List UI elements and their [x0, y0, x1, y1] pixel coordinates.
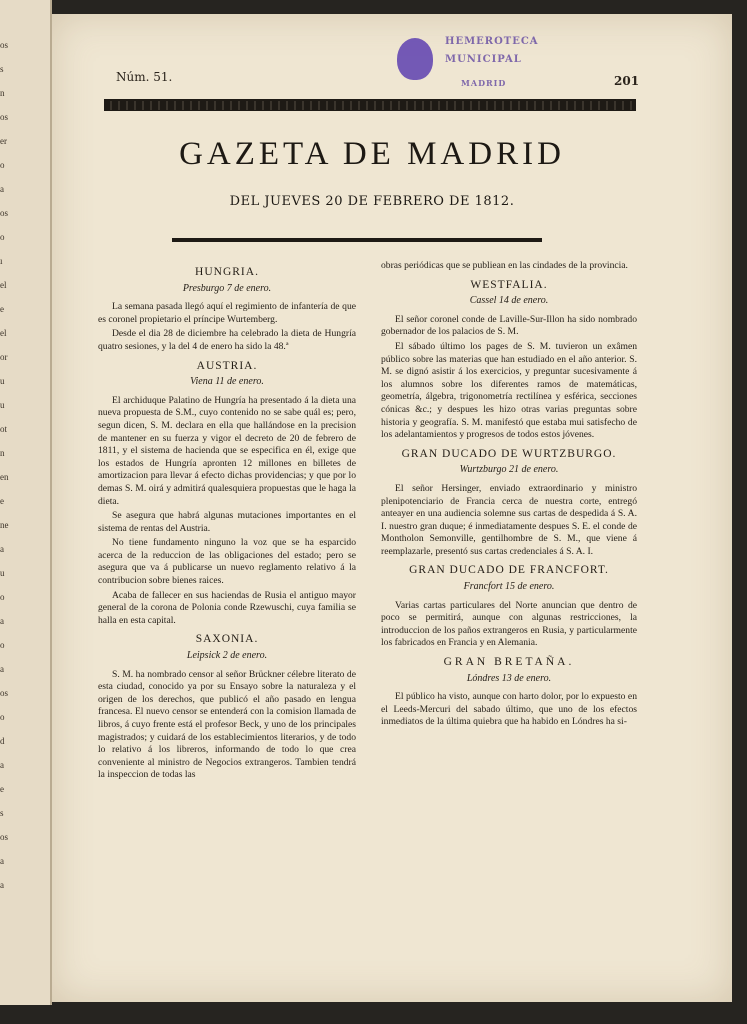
paragraph: Desde el dia 28 de diciembre ha celebrado la dieta de Hungría quatro sesiones, y la del 4 de enero ha sido la 48.ª [98, 328, 356, 352]
left-page-fragment: os [0, 832, 9, 842]
top-rule [104, 99, 636, 111]
dateline-place: Viena 11 de enero. [190, 376, 264, 388]
left-page-fragment: e [0, 304, 4, 314]
newspaper-page [52, 14, 732, 1002]
section-heading: GRAN DUCADO DE FRANCFORT. [409, 564, 609, 577]
left-page-fragment: ne [0, 520, 9, 530]
stamp-seal-icon [397, 38, 433, 80]
section-heading: GRAN DUCADO DE WURTZBURGO. [401, 447, 617, 460]
masthead-title: GAZETA DE MADRID [179, 136, 565, 172]
left-page-fragment: e [0, 496, 4, 506]
left-page-fragment: n [0, 88, 5, 98]
left-page-fragment: or [0, 352, 8, 362]
library-stamp [397, 24, 547, 94]
left-page-fragment: n [0, 448, 5, 458]
header-rule [172, 238, 542, 242]
left-page-fragment: u [0, 400, 5, 410]
dateline: DEL JUEVES 20 DE FEBRERO DE 1812. [229, 194, 515, 209]
left-page-fragment: e [0, 784, 4, 794]
dateline-place: Wurtzburgo 21 de enero. [459, 464, 559, 476]
section-heading: GRAN BRETAÑA. [443, 656, 575, 669]
paragraph: El señor Hersinger, enviado extraordinario y ministro plenipotenciario de Francia cerca de nuestra corte, entregó anteayer en una audiencia solemne sus cartas de despedida á S. A. I. nuestro gran duque; é inmediatamente despues S. E. el conde de Montholon Semonville, gentilhombre de S. M., que viene á reemplazarle, presentó sus cartas credenciales á S. A. I. [381, 482, 637, 557]
dateline-place: Francfort 15 de enero. [463, 581, 555, 593]
paragraph: Varias cartas particulares del Norte anuncian que dentro de poco se permitirá, aunque con algunas restricciones, la introduccion de los paños extrangeros en Rusia, y particularmente los fabricados en Francia y en Alemania. [381, 599, 637, 649]
paragraph: No tiene fundamento ninguno la voz que se ha esparcido acerca de la reduccion de las obligaciones del estado; pero se asegura que va á publicarse un nuevo reglamento relativo á la contribucion sobre bienes raices. [98, 537, 356, 587]
left-page-fragment: a [0, 544, 4, 554]
section-heading: HUNGRIA. [195, 266, 259, 278]
paragraph: Acaba de fallecer en sus haciendas de Rusia el antiguo mayor general de la corona de Polonia conde Rzewuschi, cuya familia se halla en esta capital. [98, 589, 356, 626]
left-page-fragment: a [0, 760, 4, 770]
dateline-place: Presburgo 7 de enero. [182, 282, 272, 294]
paragraph: El archiduque Palatino de Hungría ha presentado á la dieta una nueva propuesta de S.M., cuyo contenido no se sabe quál es; pero, segun dicen, S. M. declara en ella que hallándose en la precision de mantener en su fuerza y vigor el decreto de 20 de febrero de 1811, y el sistema de hacienda que se especifica en él, exige que los estados de Hungría apronten 12 millones en billetes de amortizacion para llevar á efecto dichas providencias; y que por lo demas S. M. oirá y admitirá qualesquiera propuestas que le haga la dieta. [98, 394, 356, 507]
column-left [98, 260, 356, 784]
dateline-place: Cassel 14 de enero. [469, 295, 549, 307]
stamp-line-1: HEMEROTECA [445, 36, 539, 47]
left-page-fragment: s [0, 808, 4, 818]
left-page-edge [0, 0, 52, 1005]
section-heading: AUSTRIA. [196, 359, 258, 372]
left-page-fragment: o [0, 232, 5, 242]
column-right [381, 260, 637, 731]
left-page-fragment: o [0, 712, 5, 722]
left-page-fragment: a [0, 616, 4, 626]
left-page-fragment: a [0, 184, 4, 194]
left-page-fragment: o [0, 160, 5, 170]
left-page-fragment: d [0, 736, 5, 746]
left-page-fragment: o [0, 640, 5, 650]
left-page-fragment: ot [0, 424, 8, 434]
section-heading: WESTFALIA. [470, 278, 548, 291]
issue-number: Núm. 51. [116, 70, 173, 84]
page-number: 201 [614, 74, 640, 88]
paragraph: El señor coronel conde de Laville-Sur-Illon ha sido nombrado gobernador de los palacios de S. M. [381, 313, 637, 338]
left-page-fragment: u [0, 568, 5, 578]
left-page-fragment: os [0, 208, 9, 218]
paragraph: El sábado último los pages de S. M. tuvieron un exâmen público sobre las materias que han estudiado en el año anterior. S. M. se dignó asistir á los exercicios, y preguntar sucesivamente á los alumnos sobre los diferentes ramos de matemáticas, geometría, álgebra, trigonometría rectilínea y esférica, secciones cónicas &c.; y despues les hizo otras varias preguntas sobre historia y geografía. S. M. manifestó que estaba mui satisfecho de los adelantamientos y progresos de todos estos jóvenes. [381, 340, 637, 441]
left-page-fragment: el [0, 328, 7, 338]
paragraph: S. M. ha nombrado censor al señor Brückner célebre literato de esta ciudad, conocido ya por su Ensayo sobre la naturaleza y el origen de los derechos, que publicó el año pasado en lengua francesa. El nuevo censor se entenderá con la comision llamada de libros, á cuyo frente está el profesor Beck, y uno de los principales magistrados; y cuidará de los establecimientos literarios, y de todo lo relativo á los libreros, informando de todo lo que crea conveniente al ministro de Negocios extrangeros. Tambien tendrá la inspeccion de todas las [98, 668, 356, 781]
left-page-fragment: a [0, 856, 4, 866]
left-page-fragment: a [0, 880, 4, 890]
paragraph: El público ha visto, aunque con harto dolor, por lo expuesto en el Leeds-Mercuri del sabado último, que uno de los efectos inmediatos de la última quiebra que ha habido en Lóndres ha si- [381, 691, 637, 728]
left-page-fragment: en [0, 472, 9, 482]
stamp-line-3: MADRID [461, 78, 507, 88]
left-page-fragment: os [0, 688, 9, 698]
left-page-fragment: er [0, 136, 7, 146]
stamp-line-2: MUNICIPAL [445, 54, 522, 65]
left-page-fragment: os [0, 40, 9, 50]
paragraph: La semana pasada llegó aquí el regimiento de infantería de que es coronel propietario el príncipe Wurtemberg. [98, 301, 356, 325]
dateline-place: Lóndres 13 de enero. [466, 672, 552, 684]
left-page-fragment: os [0, 112, 9, 122]
section-heading: SAXONIA. [195, 633, 259, 646]
left-page-fragment: a [0, 664, 4, 674]
dateline-place: Leipsick 2 de enero. [186, 650, 268, 662]
paragraph: Se asegura que habrá algunas mutaciones importantes en el sistema de rentas del Austria. [98, 510, 356, 534]
left-page-fragment: s [0, 64, 4, 74]
left-page-fragment: u [0, 376, 5, 386]
left-page-fragment: el [0, 280, 7, 290]
left-page-fragment: o [0, 592, 5, 602]
left-page-fragment: ı [0, 256, 3, 266]
paragraph: obras periódicas que se publiean en las cindades de la provincia. [381, 260, 628, 271]
